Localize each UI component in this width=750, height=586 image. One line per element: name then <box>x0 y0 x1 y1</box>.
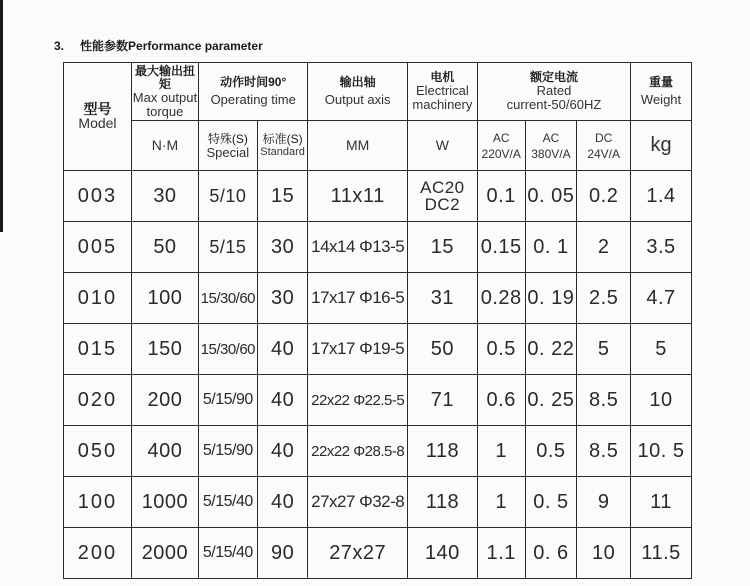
section-title-zh: 性能参数 <box>80 39 129 53</box>
left-edge-rule <box>0 0 3 232</box>
cell-output-axis: 17x17 Φ16-5 <box>308 273 407 324</box>
header-ac220: AC 220V/A <box>477 121 525 171</box>
cell-torque: 100 <box>131 273 198 324</box>
cell-weight: 10 <box>631 375 692 426</box>
cell-standard-time: 40 <box>257 375 308 426</box>
unit-torque: N·M <box>131 121 198 171</box>
cell-ac220: 0.1 <box>477 171 525 222</box>
cell-torque: 400 <box>131 426 198 477</box>
cell-special-time: 5/15 <box>198 222 257 273</box>
cell-motor: 140 <box>407 528 477 579</box>
header-special-time: 特殊(S) Special <box>198 121 257 171</box>
cell-output-axis: 27x27 <box>308 528 407 579</box>
cell-standard-time: 40 <box>257 426 308 477</box>
header-model: 型号 Model <box>64 63 132 171</box>
table-row <box>64 222 692 273</box>
cell-weight: 1.4 <box>631 171 692 222</box>
table-row <box>64 375 692 426</box>
cell-torque: 2000 <box>131 528 198 579</box>
cell-motor: 50 <box>407 324 477 375</box>
cell-output-axis: 27x27 Φ32-8 <box>308 477 407 528</box>
cell-ac220: 0.28 <box>477 273 525 324</box>
cell-torque: 30 <box>131 171 198 222</box>
cell-standard-time: 15 <box>257 171 308 222</box>
cell-ac220: 0.6 <box>477 375 525 426</box>
cell-motor: AC20 DC2 <box>407 171 477 222</box>
unit-output-axis: MM <box>308 121 407 171</box>
cell-motor: 118 <box>407 477 477 528</box>
cell-model: 003 <box>64 171 132 222</box>
cell-model: 005 <box>64 222 132 273</box>
cell-ac380: 0. 25 <box>525 375 577 426</box>
cell-weight: 11 <box>631 477 692 528</box>
cell-special-time: 5/15/90 <box>198 426 257 477</box>
cell-special-time: 5/10 <box>198 171 257 222</box>
cell-output-axis: 11x11 <box>308 171 407 222</box>
cell-ac220: 1 <box>477 426 525 477</box>
cell-ac380: 0. 19 <box>525 273 577 324</box>
table-row <box>64 273 692 324</box>
cell-motor: 15 <box>407 222 477 273</box>
cell-ac380: 0. 22 <box>525 324 577 375</box>
cell-ac220: 1.1 <box>477 528 525 579</box>
unit-weight: kg <box>631 121 692 171</box>
header-dc24: DC 24V/A <box>577 121 631 171</box>
cell-weight: 10. 5 <box>631 426 692 477</box>
table-row <box>64 171 692 222</box>
header-rated-current: 额定电流 Rated current-50/60HZ <box>477 63 630 121</box>
section-heading <box>54 37 263 54</box>
cell-ac380: 0. 05 <box>525 171 577 222</box>
cell-dc24: 2 <box>577 222 631 273</box>
cell-output-axis: 22x22 Φ22.5-5 <box>308 375 407 426</box>
cell-special-time: 5/15/40 <box>198 477 257 528</box>
cell-ac380: 0.5 <box>525 426 577 477</box>
cell-motor: 71 <box>407 375 477 426</box>
cell-output-axis: 14x14 Φ13-5 <box>308 222 407 273</box>
cell-dc24: 8.5 <box>577 426 631 477</box>
cell-output-axis: 22x22 Φ28.5-8 <box>308 426 407 477</box>
unit-motor: W <box>407 121 477 171</box>
cell-dc24: 9 <box>577 477 631 528</box>
table-row <box>64 426 692 477</box>
cell-model: 050 <box>64 426 132 477</box>
cell-standard-time: 30 <box>257 222 308 273</box>
header-motor: 电机 Electrical machinery <box>407 63 477 121</box>
cell-special-time: 15/30/60 <box>198 324 257 375</box>
cell-ac380: 0. 5 <box>525 477 577 528</box>
cell-torque: 1000 <box>131 477 198 528</box>
cell-dc24: 10 <box>577 528 631 579</box>
cell-ac380: 0. 6 <box>525 528 577 579</box>
cell-output-axis: 17x17 Φ19-5 <box>308 324 407 375</box>
header-ac380: AC 380V/A <box>525 121 577 171</box>
cell-ac220: 0.5 <box>477 324 525 375</box>
cell-model: 020 <box>64 375 132 426</box>
cell-torque: 200 <box>131 375 198 426</box>
section-title-en: Performance parameter <box>128 39 263 53</box>
cell-special-time: 5/15/90 <box>198 375 257 426</box>
table-row <box>64 528 692 579</box>
cell-model: 100 <box>64 477 132 528</box>
header-standard-time: 标准(S) Standard <box>257 121 308 171</box>
cell-standard-time: 40 <box>257 477 308 528</box>
cell-motor: 118 <box>407 426 477 477</box>
cell-model: 015 <box>64 324 132 375</box>
cell-standard-time: 30 <box>257 273 308 324</box>
cell-ac220: 1 <box>477 477 525 528</box>
table-row <box>64 324 692 375</box>
cell-special-time: 15/30/60 <box>198 273 257 324</box>
cell-weight: 4.7 <box>631 273 692 324</box>
cell-ac380: 0. 1 <box>525 222 577 273</box>
cell-weight: 5 <box>631 324 692 375</box>
cell-weight: 11.5 <box>631 528 692 579</box>
header-torque: 最大输出扭矩 Max output torque <box>132 63 198 119</box>
section-number: 3. <box>54 39 65 53</box>
cell-special-time: 5/15/40 <box>198 528 257 579</box>
cell-standard-time: 40 <box>257 324 308 375</box>
table-row <box>64 477 692 528</box>
header-output-axis: 输出轴 Output axis <box>308 63 407 121</box>
cell-torque: 50 <box>131 222 198 273</box>
performance-table <box>63 62 692 579</box>
cell-motor: 31 <box>407 273 477 324</box>
header-operating-time: 动作时间90° Operating time <box>198 63 308 121</box>
cell-torque: 150 <box>131 324 198 375</box>
cell-weight: 3.5 <box>631 222 692 273</box>
header-weight: 重量 Weight <box>631 63 692 121</box>
cell-dc24: 5 <box>577 324 631 375</box>
cell-model: 200 <box>64 528 132 579</box>
cell-model: 010 <box>64 273 132 324</box>
cell-dc24: 8.5 <box>577 375 631 426</box>
cell-standard-time: 90 <box>257 528 308 579</box>
cell-dc24: 2.5 <box>577 273 631 324</box>
cell-ac220: 0.15 <box>477 222 525 273</box>
cell-dc24: 0.2 <box>577 171 631 222</box>
